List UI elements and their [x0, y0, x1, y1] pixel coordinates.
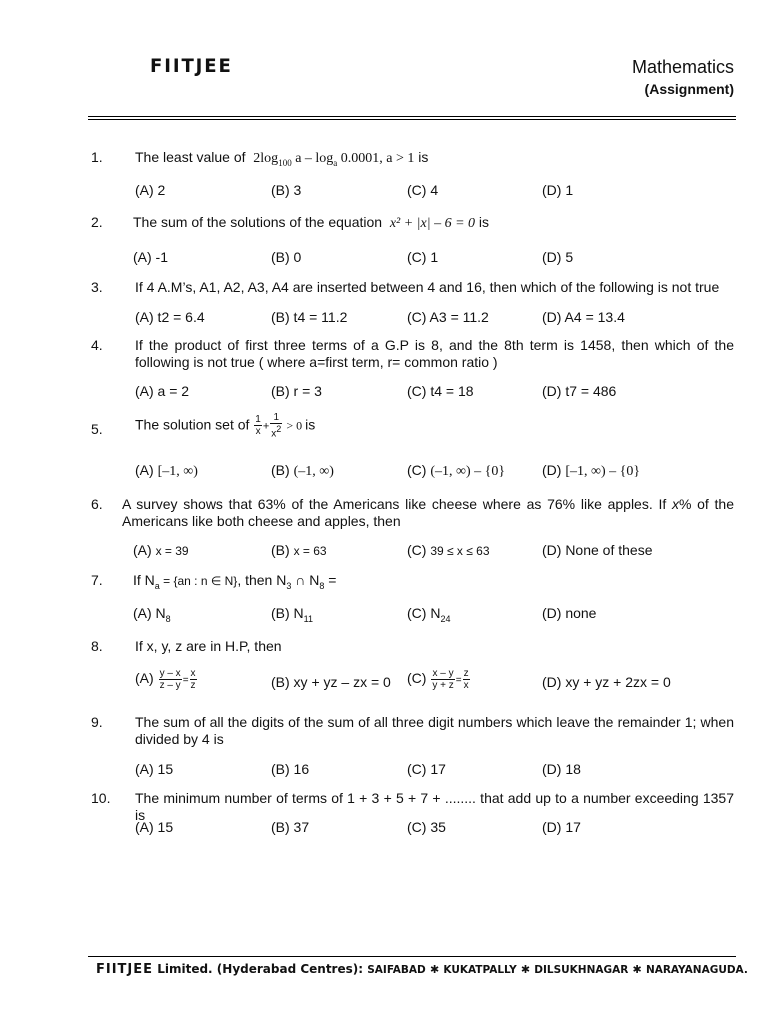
question-text: If $N_a = \{an$ : n ∈ N}, then $N_3$ ∩ $N_8$ =	[133, 572, 337, 591]
header-divider-second	[88, 119, 736, 120]
option-b[interactable]: (B) xy + yz – zx = 0	[271, 674, 391, 690]
option-d[interactable]: (D) xy + yz + 2zx = 0	[542, 674, 671, 690]
option-c[interactable]: (C) $\frac{x - y}{y + z}$ = $\frac{z}{x}$	[407, 668, 469, 691]
option-d[interactable]: (D) None of these	[542, 542, 653, 558]
fraction-one-over-x: $\frac{1}{x}$	[255, 414, 261, 438]
option-a[interactable]: (A) 2	[135, 182, 166, 198]
question-text: The minimum number of terms of 1 + 3 + 5 + 7 + ........ that add up to a number exceeding 1357 is	[135, 790, 734, 823]
option-c[interactable]: (C) 39 ≤ x ≤ 63	[407, 542, 490, 558]
option-a[interactable]: (A) 15	[135, 761, 174, 777]
fraction-one-over-x-squared: $\frac{1}{x^2}$	[271, 412, 282, 440]
option-a[interactable]: (A) [–1, ∞)	[135, 462, 198, 479]
header-divider	[88, 116, 736, 117]
footer-centre: DILSUKHNAGAR	[534, 964, 629, 976]
option-c[interactable]: (C) 17	[407, 761, 446, 777]
option-c[interactable]: (C) $N_{24}$	[407, 605, 451, 624]
option-c[interactable]: (C) A3 = 11.2	[407, 309, 489, 325]
option-d[interactable]: (D) none	[542, 605, 597, 621]
document-type: (Assignment)	[644, 81, 734, 97]
option-d[interactable]: (D) 17	[542, 819, 581, 835]
star-separator-icon: ✱	[429, 963, 440, 976]
subject-title: Mathematics	[631, 57, 734, 77]
option-b[interactable]: (B) 16	[271, 761, 310, 777]
option-c[interactable]: (C) (–1, ∞) – {0}	[407, 462, 506, 479]
option-a[interactable]: (A) $N_8$	[133, 605, 171, 624]
star-separator-icon: ✱	[520, 963, 531, 976]
option-d[interactable]: (D) 1	[542, 182, 574, 198]
question-text: The sum of the solutions of the equation x² + |x| – 6 = 0 is	[133, 214, 490, 231]
question-text: If the product of first three terms of a G.P is 8, and the 8th term is 1458, then which of the following is not true ( where a=first term, r= common ratio )	[135, 337, 734, 370]
option-b[interactable]: (B) x = 63	[271, 542, 327, 558]
option-a[interactable]: (A) a = 2	[135, 383, 190, 399]
question-number: 8.	[91, 638, 103, 654]
question-number: 7.	[91, 572, 103, 588]
option-b[interactable]: (B) 0	[271, 249, 302, 265]
option-c[interactable]: (C) t4 = 18	[407, 383, 474, 399]
option-a[interactable]: (A) t2 = 6.4	[135, 309, 205, 325]
star-separator-icon: ✱	[632, 963, 642, 976]
question-text: If x, y, z are in H.P, then	[135, 638, 282, 654]
question-number: 6.	[91, 496, 103, 512]
option-a[interactable]: (A) x = 39	[133, 542, 189, 558]
question-text: If 4 A.M’s, A1, A2, A3, A4 are inserted between 4 and 16, then which of the following is not true	[135, 279, 720, 295]
option-b[interactable]: (B) r = 3	[271, 383, 322, 399]
question-math: x² + |x| – 6 = 0	[389, 216, 476, 231]
option-b[interactable]: (B) (–1, ∞)	[271, 462, 334, 479]
footer-centre: KUKATPALLY	[443, 964, 517, 976]
footer-brand: Limited. (Hyderabad Centres):	[153, 962, 364, 976]
option-b[interactable]: (B) $N_{11}$	[271, 605, 314, 624]
question-text: A survey shows that 63% of the Americans like cheese where as 76% like apples. If x% of the Americans like both cheese and apples, then	[122, 496, 734, 529]
option-a[interactable]: (A) -1	[133, 249, 168, 265]
question-number: 9.	[91, 714, 103, 730]
question-number: 10.	[91, 790, 111, 806]
option-c[interactable]: (C) 35	[407, 819, 446, 835]
option-d[interactable]: (D) [–1, ∞) – {0}	[542, 462, 641, 479]
option-b[interactable]: (B) 3	[271, 182, 302, 198]
footer-logo: FIITJEE	[96, 962, 154, 977]
footer-centre: NARAYANAGUDA.	[645, 964, 748, 976]
question-math: $2\log_{100}$ a – $\log_a 0.0001$, a > 1	[253, 151, 415, 168]
question-text: The sum of all the digits of the sum of all three digit numbers which leave the remainder 1; when divided by 4 is	[135, 714, 734, 747]
footer	[96, 962, 748, 977]
option-a[interactable]: (A) $\frac{y - x}{z - y}$ = $\frac{x}{z}$	[135, 668, 196, 691]
question-number: 3.	[91, 279, 103, 295]
option-b[interactable]: (B) 37	[271, 819, 310, 835]
question-number: 5.	[91, 421, 103, 437]
question-number: 2.	[91, 214, 103, 230]
question-text: The solution set of $\frac{1}{x}$ + $\frac{1}{x^2}$ > 0 is	[135, 412, 316, 440]
question-number: 1.	[91, 149, 103, 165]
option-c[interactable]: (C) 4	[407, 182, 439, 198]
option-a[interactable]: (A) 15	[135, 819, 174, 835]
option-b[interactable]: (B) t4 = 11.2	[271, 309, 348, 325]
fiitjee-logo: FIITJEE	[150, 55, 233, 77]
question-number: 4.	[91, 337, 103, 353]
footer-centre: SAIFABAD	[367, 964, 426, 976]
option-c[interactable]: (C) 1	[407, 249, 439, 265]
question-text: The least value of $2\log_{100}$ a – $\log_a 0.0001$, a > 1 is	[135, 149, 429, 168]
option-d[interactable]: (D) A4 = 13.4	[542, 309, 625, 325]
footer-divider	[88, 956, 736, 957]
option-d[interactable]: (D) 18	[542, 761, 581, 777]
option-d[interactable]: (D) 5	[542, 249, 574, 265]
option-d[interactable]: (D) t7 = 486	[542, 383, 617, 399]
